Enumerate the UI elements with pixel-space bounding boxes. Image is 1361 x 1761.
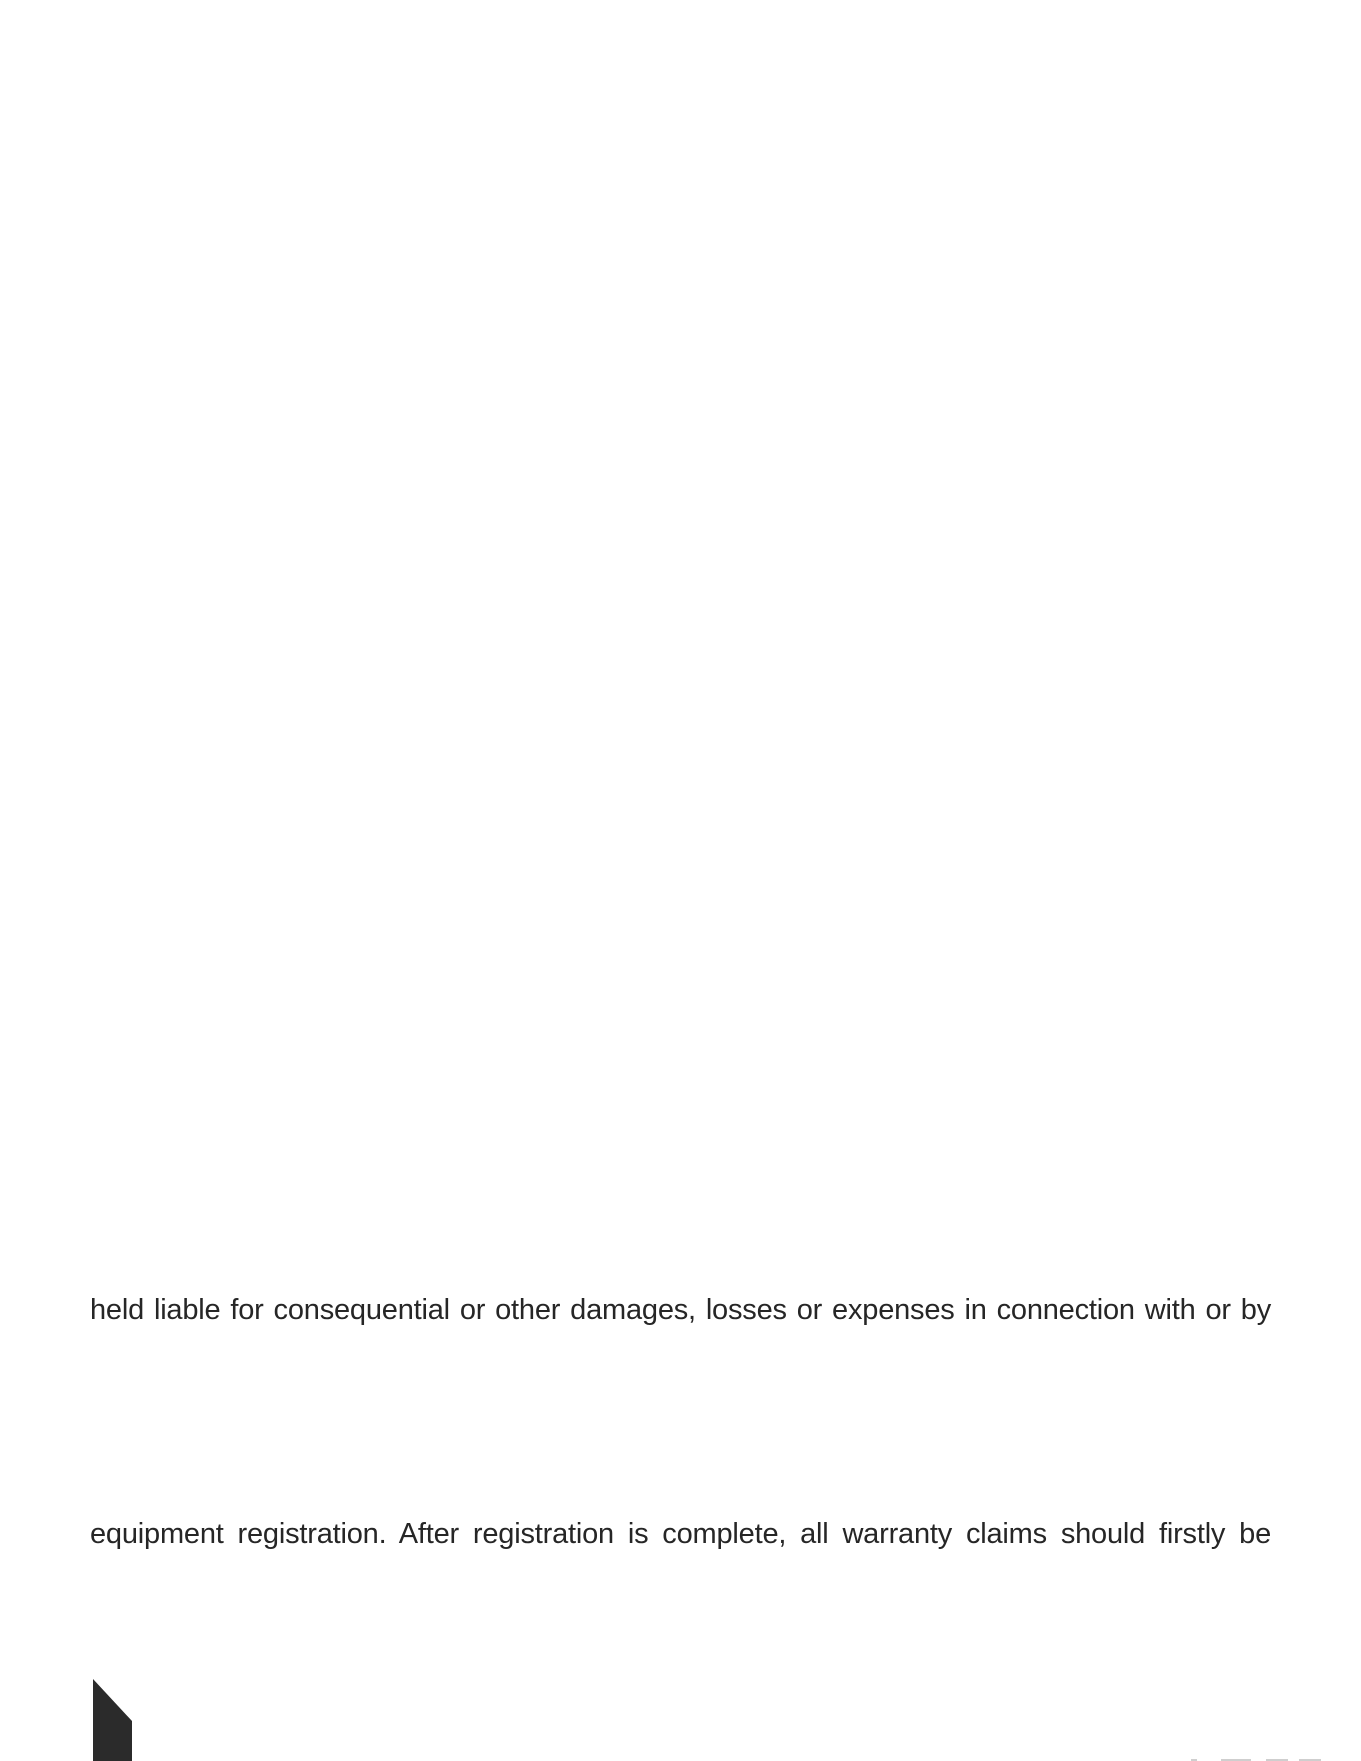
- body-text-line-2: equipment registration. After registration is complete, all warranty claims should firstly be: [90, 1518, 1271, 1550]
- body-text-line-1: held liable for consequential or other damages, losses or expenses in connection with or by: [90, 1294, 1271, 1326]
- page-corner-tab: [93, 1679, 132, 1761]
- corner-tab-shape: [93, 1679, 132, 1761]
- page-footer-marks: [1191, 1757, 1321, 1761]
